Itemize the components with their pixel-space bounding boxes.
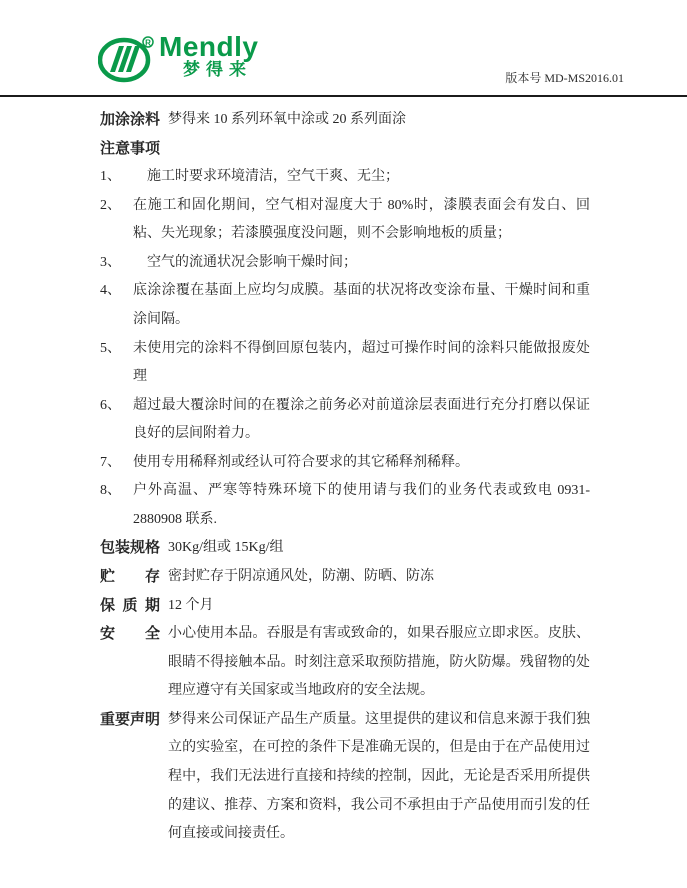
- note-text: 在施工和固化期间，空气相对湿度大于 80%时，漆膜表面会有发白、回粘、失光现象；若漆膜强度没问题，则不会影响地板的质量；: [133, 197, 590, 242]
- note-number: 7、: [100, 454, 121, 470]
- shelf-life-label: 保质期: [100, 597, 160, 614]
- storage-value: 密封贮存于阴凉通风处，防潮、防晒、防冻: [168, 569, 434, 584]
- note-text: 户外高温、严寒等特殊环境下的使用请与我们的业务代表或致电 0931-2880908 联系.: [133, 483, 590, 527]
- note-item-1: [100, 163, 590, 192]
- note-text: 超过最大覆涂时间的在覆涂之前务必对前道涂层表面进行充分打磨以保证良好的层间附着力。: [133, 397, 590, 442]
- note-text: 空气的流通状况会影响干燥时间；: [133, 254, 357, 270]
- note-text: 使用专用稀释剂或经认可符合要求的其它稀释剂稀释。: [133, 454, 469, 470]
- recoat-value: 梦得来 10 系列环氧中涂或 20 系列面涂: [168, 112, 406, 127]
- packaging-value: 30Kg/组或 15Kg/组: [168, 540, 284, 556]
- storage-row: [100, 563, 590, 592]
- storage-label: 贮存: [100, 569, 160, 585]
- note-text: 底涂涂覆在基面上应均匀成膜。基面的状况将改变涂布量、干燥时间和重涂间隔。: [133, 283, 590, 327]
- safety-value: 小心使用本品。吞服是有害或致命的，如果吞服应立即求医。皮肤、眼睛不得接触本品。时刻注意采取预防措施，防火防爆。残留物的处理应遵守有关国家或当地政府的安全法规。: [168, 626, 590, 699]
- note-item-7: [100, 449, 590, 478]
- safety-label: 安全: [100, 626, 160, 643]
- disclaimer-label: 重要声明: [100, 711, 161, 728]
- brand-logo: [98, 30, 258, 86]
- note-number: 5、: [100, 340, 121, 356]
- disclaimer-row: [100, 706, 590, 849]
- brand-cjk-name: 梦得来: [183, 60, 252, 79]
- note-item-2: [100, 192, 590, 249]
- note-text: 未使用完的涂料不得倒回原包装内，超过可操作时间的涂料只能做报废处理: [133, 340, 590, 385]
- brand-name: Mendly: [159, 31, 259, 62]
- header-divider: [0, 95, 687, 97]
- svg-text:R: R: [145, 38, 151, 48]
- recoat-label: 加涂涂料: [100, 112, 161, 128]
- packaging-row: [100, 534, 590, 563]
- note-number: 4、: [100, 283, 121, 299]
- note-item-3: [100, 249, 590, 278]
- mendly-logo-icon: [98, 30, 154, 86]
- shelf-life-row: [100, 592, 590, 621]
- note-item-6: [100, 392, 590, 449]
- note-number: 6、: [100, 397, 121, 413]
- note-text: 施工时要求环境清洁，空气干爽、无尘；: [133, 169, 399, 185]
- notes-heading: 注意事项: [100, 140, 161, 157]
- note-number: 2、: [100, 197, 121, 213]
- disclaimer-value: 梦得来公司保证产品生产质量。这里提供的建议和信息来源于我们独立的实验室，在可控的条件下是准确无误的，但是由于在产品使用过程中，我们无法进行直接和持续的控制，因此，无论是否采用所提供的建议、推荐、方案和资料，我公司不承担由于产品使用而引发的任何直接或间接责任。: [168, 711, 590, 842]
- note-number: 3、: [100, 254, 121, 270]
- recoat-row: [100, 106, 590, 135]
- note-item-4: [100, 277, 590, 334]
- document-body: [100, 106, 590, 849]
- shelf-life-value: 12 个月: [168, 597, 214, 613]
- note-number: 1、: [100, 169, 121, 185]
- note-number: 8、: [100, 483, 121, 499]
- safety-row: [100, 620, 590, 706]
- note-item-8: [100, 477, 590, 534]
- packaging-label: 包装规格: [100, 540, 161, 557]
- note-item-5: [100, 335, 590, 392]
- version-number: 版本号 MD-MS2016.01: [505, 71, 624, 85]
